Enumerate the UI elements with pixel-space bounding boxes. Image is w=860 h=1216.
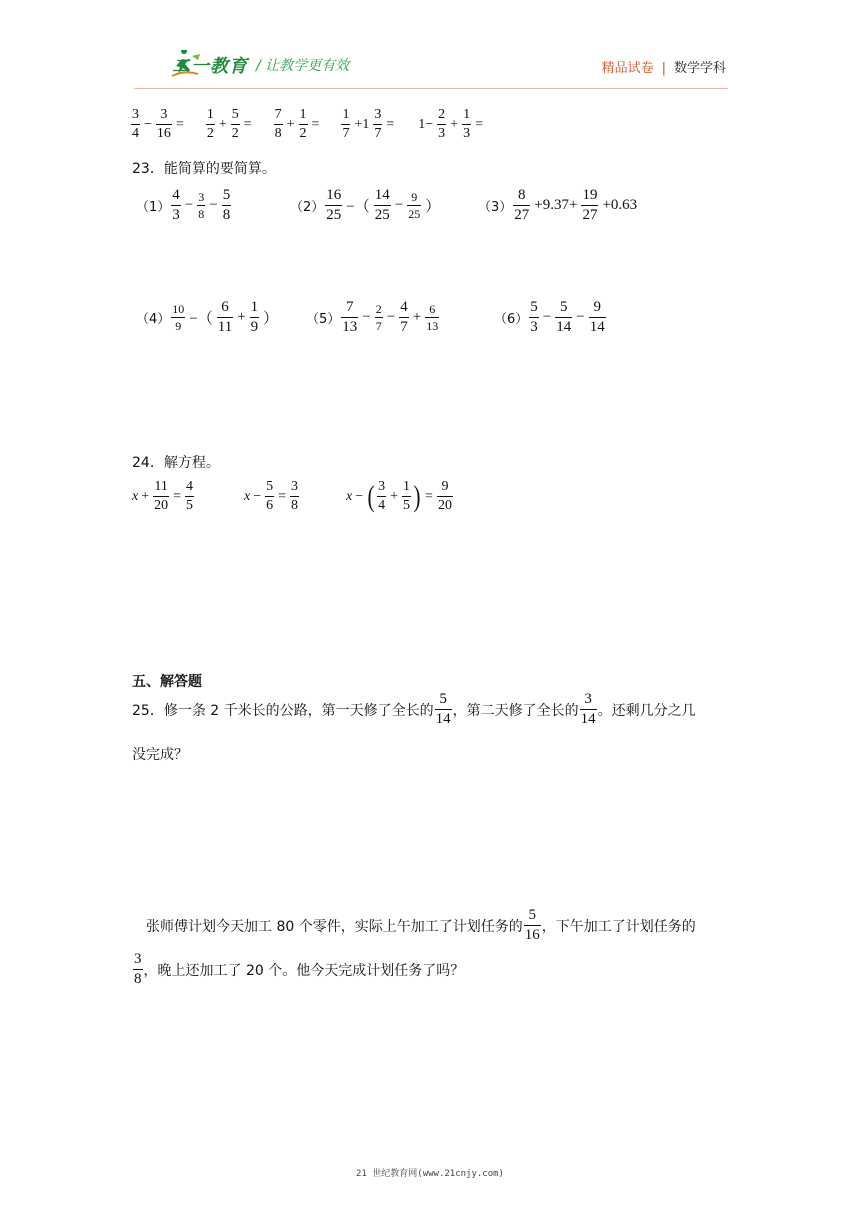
paper-type: 精品试卷 [601,61,654,76]
fraction: $\frac{8}{27}$ [514,187,530,223]
expr-5: 1− $\frac{2}{3}$ + $\frac{1}{3}$ = [418,107,483,141]
header-separator: | [661,61,666,76]
fraction: $\frac{2}{3}$ [438,107,446,141]
header-divider [134,88,728,89]
equation-3: x − ( $\frac{3}{4}$ + $\frac{1}{5}$ ) = $\frac{9}{20}$ [346,479,452,513]
expr-3: $\frac{7}{8}$ + $\frac{1}{2}$ = [274,107,320,141]
fraction: $\frac{7}{13}$ [342,299,358,335]
fraction: $\frac{6}{11}$ [217,299,233,335]
fraction: $\frac{3}{4}$ [378,479,386,513]
q22-row [130,108,486,141]
fraction: $\frac{4}{5}$ [186,479,194,513]
fraction: $\frac{14}{25}$ [374,187,390,223]
expr-1: $\frac{3}{4}$ − $\frac{3}{16}$ = [132,107,184,141]
fraction: $\frac{5}{16}$ [524,907,540,943]
q26-line-2: $\frac{3}{8}$ ，晚上还加工了 20 个。他今天完成计划任务了吗？ [134,951,465,987]
fraction: $\frac{9}{20}$ [437,479,452,513]
expr-2: $\frac{1}{2}$ + $\frac{5}{2}$ = [206,107,252,141]
footer-text: 21 世纪教育网(www.21cnjy.com) [356,1169,504,1179]
fraction: $\frac{2}{7}$ [375,302,382,333]
expr-4: $\frac{1}{7}$ +1 $\frac{3}{7}$ = [342,107,395,141]
q24-title: 24．解方程。 [132,455,220,471]
fraction: $\frac{6}{13}$ [426,302,439,333]
subject-label: 数学学科 [673,61,726,76]
fraction: $\frac{3}{14}$ [580,691,596,727]
fraction: $\frac{1}{3}$ [463,107,471,141]
q23-part-6: （6） $\frac{5}{3}$ − $\frac{5}{14}$ − $\frac{9}{14}$ [494,299,605,335]
fraction: $\frac{3}{4}$ [132,107,139,141]
fraction: $\frac{5}{2}$ [231,107,239,141]
header-right [602,57,726,76]
fraction: $\frac{9}{25}$ [408,190,421,221]
fraction: $\frac{5}{8}$ [222,187,231,223]
fraction: $\frac{5}{6}$ [266,479,274,513]
fraction: $\frac{1}{9}$ [250,299,259,335]
q23-part-4: （4） $\frac{10}{9}$ −（ $\frac{6}{11}$ + $\frac{1}{9}$ ） [136,299,279,335]
fraction: $\frac{1}{2}$ [206,107,214,141]
logo-text: 二一教育 [172,56,248,77]
section-title: 五、解答题 [132,674,202,690]
fraction: $\frac{11}{20}$ [154,479,169,513]
fraction: $\frac{9}{14}$ [589,299,605,335]
fraction: $\frac{16}{25}$ [326,187,342,223]
fraction: $\frac{5}{3}$ [530,299,538,335]
q23-part-3: （3） $\frac{8}{27}$ +9.37+ $\frac{19}{27}$ +0.63 [478,187,638,223]
q23-part-1: （1） $\frac{4}{3}$ − $\frac{3}{8}$ − $\frac{5}{8}$ [136,187,231,223]
fraction: $\frac{3}{16}$ [156,107,171,141]
fraction: $\frac{5}{14}$ [435,691,451,727]
fraction: $\frac{3}{7}$ [374,107,382,141]
fraction: $\frac{4}{7}$ [400,299,408,335]
q23-title: 23．能简算的要简算。 [132,161,276,177]
fraction: $\frac{3}{8}$ [198,190,205,221]
fraction: $\frac{3}{8}$ [134,951,142,987]
fraction: $\frac{5}{14}$ [556,299,572,335]
fraction: $\frac{3}{8}$ [291,479,299,513]
fraction: $\frac{1}{5}$ [403,479,411,513]
q25-line-2: 没完成？ [132,747,188,763]
fraction: $\frac{10}{9}$ [172,302,185,333]
fraction: $\frac{1}{2}$ [299,107,307,141]
equation-2: x − $\frac{5}{6}$ = $\frac{3}{8}$ [244,479,299,513]
equation-1: x + $\frac{11}{20}$ = $\frac{4}{5}$ [132,479,194,513]
q26-line-1: 张师傅计划今天加工 80 个零件，实际上午加工了计划任务的 $\frac{5}{16}$ ，下午加工了计划任务的 [146,907,696,943]
q23-part-2: （2） $\frac{16}{25}$ −（ $\frac{14}{25}$ − $\frac{9}{25}$ ） [290,187,441,223]
fraction: $\frac{1}{7}$ [342,107,350,141]
q23-part-5: （5） $\frac{7}{13}$ − $\frac{2}{7}$ − $\frac{4}{7}$ + $\frac{6}{13}$ [306,299,439,335]
slogan: / 让教学更有效 [256,58,350,74]
fraction: $\frac{19}{27}$ [582,187,598,223]
fraction: $\frac{7}{8}$ [274,107,282,141]
q25-line-1: 25．修一条 2 千米长的公路，第一天修了全长的 $\frac{5}{14}$ ，第二天修了全长的 $\frac{3}{14}$ 。还剩几分之几 [132,691,696,727]
fraction: $\frac{4}{3}$ [172,187,180,223]
